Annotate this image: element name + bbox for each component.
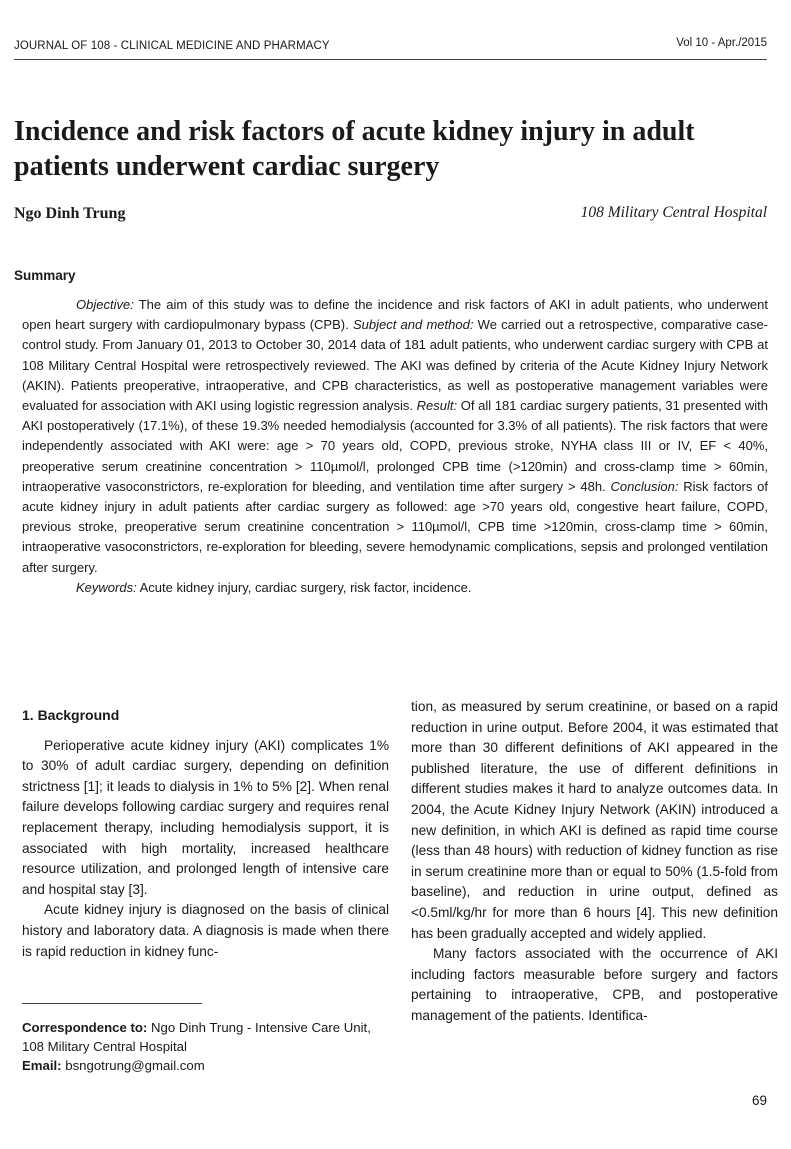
body-paragraph: Acute kidney injury is diagnosed on the basis of clinical history and laboratory data. A diagnosis is made when there is rapid reduction in kidney func- — [22, 902, 389, 959]
author-affiliation: 108 Military Central Hospital — [580, 204, 767, 221]
summary-heading: Summary — [14, 268, 76, 283]
summary-abstract — [22, 295, 768, 598]
page-number: 69 — [751, 1093, 767, 1108]
keywords-line — [22, 578, 768, 598]
conclusion-text: Risk factors of acute kidney injury in adult patients after cardiac surgery as followed: age >70 years old, congestive heart failure, COPD, previous stroke, preoperative serum creatinine concentration > 110µmol/l, CPB time >120min, cross-clamp time > 60min, intraoperative vasoconstrictors, re-exploration for bleeding, severe hemodynamic complications, sepsis and prolonged ventilation after surgery. — [22, 478, 769, 575]
method-label: Subject and method: — [352, 317, 474, 333]
conclusion-label: Conclusion: — [610, 478, 679, 494]
email-address: bsngotrung@gmail.com — [61, 1058, 205, 1073]
keywords-label: Keywords: — [76, 579, 137, 595]
summary-paragraph — [22, 295, 768, 578]
result-text: Of all 181 cardiac surgery patients, 31 presented with AKI postoperatively (17.1%), of these 19.3% needed hemodialysis (accounted for 3.3% of all patients). The risk factors that were independently associated with AKI were: age > 70 years old, COPD, previous stroke, NYHA class III or IV, EF < 40%, preoperative serum creatinine concentration > 110µmol/l, prolonged CPB time (>120min) and cross-clamp time > 60min, intraoperative vasoconstrictors, re-exploration for bleeding, and ventilation time after surgery > 48h. — [22, 398, 768, 494]
right-column — [411, 697, 778, 1027]
issue-info: Vol 10 - Apr./2015 — [676, 37, 767, 49]
body-paragraph: Many factors associated with the occurrence of AKI including factors measurable before surgery and factors pertaining to intraoperative, CPB, and postoperative management of the patients. Identifica- — [411, 946, 778, 1023]
objective-text: The aim of this study was to define the incidence and risk factors of AKI in adult patients, who underwent open heart surgery with cardiopulmonary bypass (CPB). — [22, 297, 768, 333]
body-paragraph: Perioperative acute kidney injury (AKI) complicates 1% to 30% of adult cardiac surgery, depending on definition strictness [1]; it leads to dialysis in 1% to 5% [2]. When renal failure develops following cardiac surgery and requires renal replacement therapy, including hemodialysis support, it is associated with high mortality, increased healthcare resource utilization, and prolonged length of intensive care and hospital stay [3]. — [22, 737, 389, 897]
author-name: Ngo Dinh Trung — [14, 205, 126, 222]
journal-name: JOURNAL OF 108 - CLINICAL MEDICINE AND PHARMACY — [14, 40, 330, 52]
section-heading-background: 1. Background — [22, 707, 120, 723]
objective-label: Objective: — [76, 297, 134, 312]
header-divider — [14, 59, 767, 60]
result-label: Result: — [416, 398, 458, 414]
article-title: Incidence and risk factors of acute kidney injury in adult patients underwent cardiac surgery — [14, 116, 695, 182]
method-text: We carried out a retrospective, comparative case-control study. From January 01, 2013 to October 30, 2014 data of 181 adult patients, who underwent cardiac surgery with CPB at 108 Military Central Hospital were retrospectively reviewed. The AKI was defined by criteria of the Acute Kidney Injury Network (AKIN). Patients preoperative, intraoperative, and CPB characteristics, as well as postoperative management variables were evaluated for association with AKI using logistic regression analysis. — [22, 317, 769, 414]
body-paragraph: tion, as measured by serum creatinine, or based on a rapid reduction in urine output. Before 2004, it was estimated that more than 30 different definitions of AKI appeared in the published literature, the use of different definitions in different studies makes it hard to analyze outcomes data. In 2004, the Acute Kidney Injury Network (AKIN) introduced a new definition, in which AKI is defined as rapid time course (less than 48 hours) with reduction of kidney function as rise in serum creatinine more than or equal to 50% (1.5-fold from baseline), and reduction in urine output, defined as <0.5ml/kg/hr for more than 6 hours [4]. This new definition has been gradually accepted and widely applied. — [411, 699, 778, 941]
email-line — [22, 1056, 392, 1075]
correspondence-line — [22, 1018, 392, 1056]
correspondence-label: Correspondence to: — [22, 1020, 148, 1035]
email-label: Email: — [22, 1058, 62, 1073]
correspondence-text: Ngo Dinh Trung - Intensive Care Unit, 108 Military Central Hospital — [22, 1020, 371, 1054]
left-column — [22, 705, 389, 962]
footnote-divider — [22, 1003, 202, 1004]
keywords-text: Acute kidney injury, cardiac surgery, risk factor, incidence. — [136, 579, 472, 595]
correspondence-footnote — [22, 1018, 392, 1075]
